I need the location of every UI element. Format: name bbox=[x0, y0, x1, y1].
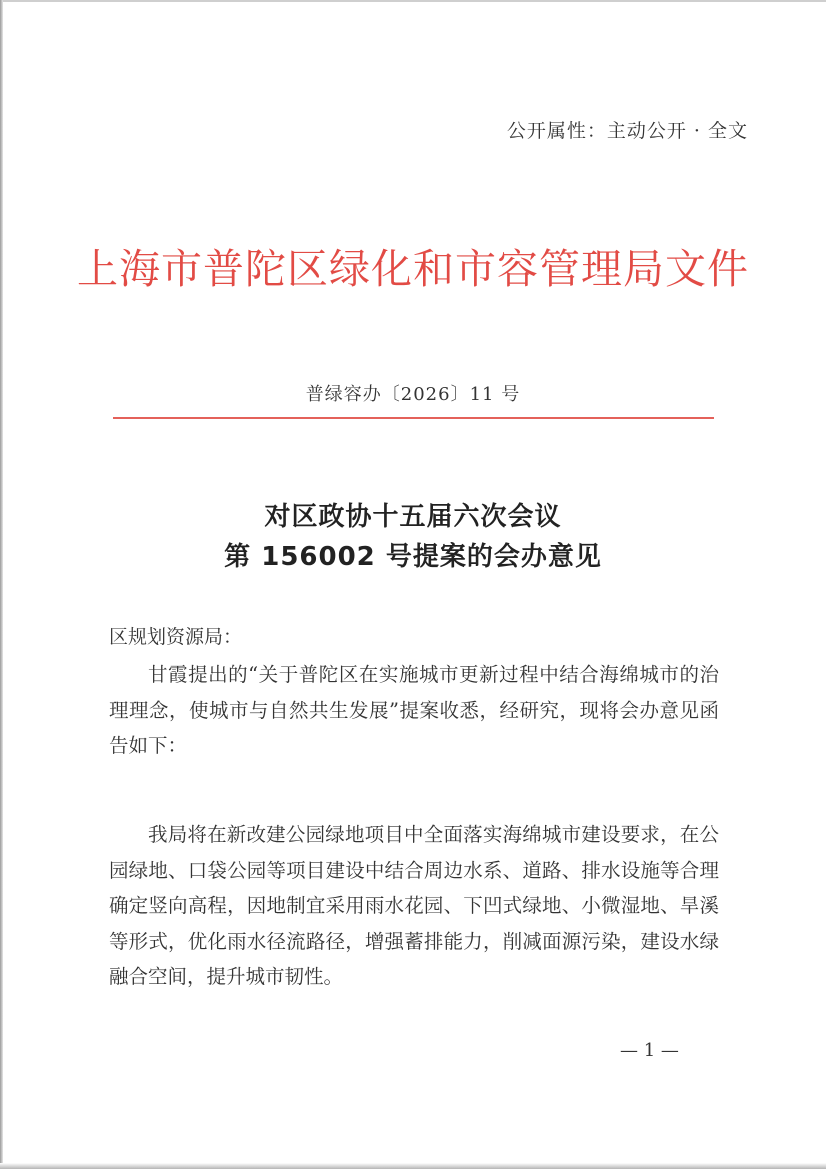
document-title-line-2: 第 156002 号提案的会办意见 bbox=[224, 542, 602, 572]
document-number: 普绿容办〔2026〕11 号 bbox=[305, 384, 521, 405]
scan-edge-bottom bbox=[0, 1163, 826, 1169]
scan-edge-top bbox=[0, 0, 826, 2]
document-title-line-1: 对区政协十五届六次会议 bbox=[264, 502, 562, 532]
recipient: 区规划资源局： bbox=[109, 626, 243, 648]
body-paragraph-1: 甘霞提出的“关于普陀区在实施城市更新过程中结合海绵城市的治理理念，使城市与自然共生发展”提案收悉，经研究，现将会办意见函告如下： bbox=[109, 663, 719, 757]
page-number: — 1 — bbox=[620, 1040, 679, 1061]
organization-header: 上海市普陀区绿化和市容管理局文件 bbox=[77, 245, 749, 293]
disclosure-attribute: 公开属性：主动公开 · 全文 bbox=[506, 120, 748, 142]
scan-edge-left bbox=[0, 0, 3, 1169]
red-separator-line bbox=[113, 417, 714, 419]
body-paragraph-2: 我局将在新改建公园绿地项目中全面落实海绵城市建设要求，在公园绿地、口袋公园等项目建设中结合周边水系、道路、排水设施等合理确定竖向高程，因地制宜采用雨水花园、下凹式绿地、小微湿地、旱溪等形式，优化雨水径流路径，增强蓄排能力，削减面源污染，建设水绿融合空间，提升城市韧性。 bbox=[109, 823, 719, 988]
